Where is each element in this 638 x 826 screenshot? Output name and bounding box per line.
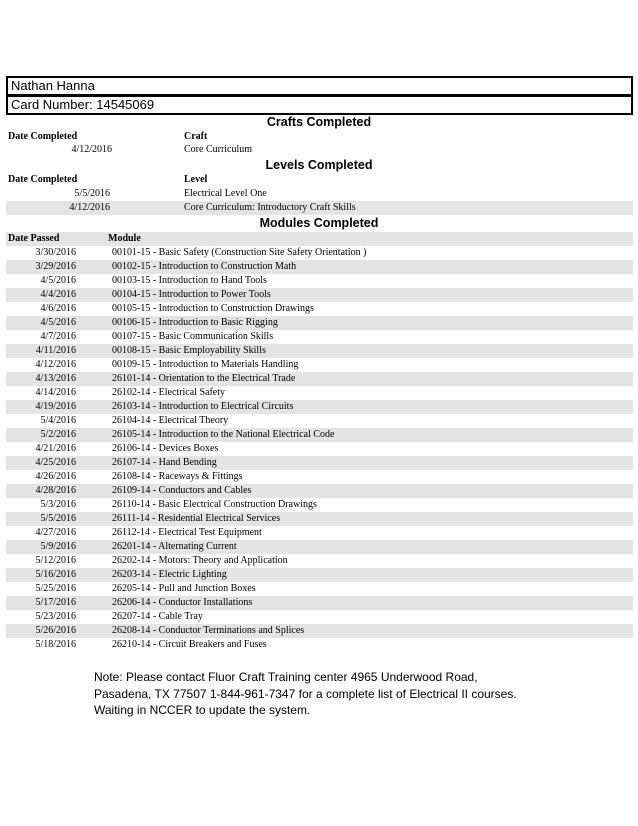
modules-row-date: 3/29/2016	[35, 261, 76, 272]
crafts-item-header: Craft	[184, 131, 208, 142]
modules-row	[6, 316, 633, 330]
modules-row-item: 26206-14 - Conductor Installations	[112, 597, 253, 608]
modules-row-item: 00107-15 - Basic Communication Skills	[112, 331, 274, 342]
modules-row-item: 00101-15 - Basic Safety (Construction Site Safety Orientation )	[112, 247, 367, 258]
student-name: Nathan Hanna	[11, 78, 95, 93]
modules-row-date: 4/21/2016	[35, 443, 76, 454]
modules-row	[6, 302, 633, 316]
crafts-row	[6, 143, 633, 157]
levels-row-date: 4/12/2016	[69, 202, 110, 213]
modules-row-date: 4/7/2016	[40, 331, 76, 342]
modules-row-date: 5/3/2016	[40, 499, 76, 510]
modules-row-date: 5/9/2016	[40, 541, 76, 552]
levels-row	[6, 187, 633, 201]
modules-row-item: 26208-14 - Conductor Terminations and Splices	[112, 625, 305, 636]
modules-row-item: 00109-15 - Introduction to Materials Handling	[112, 359, 299, 370]
modules-row-item: 26101-14 - Orientation to the Electrical Trade	[112, 373, 296, 384]
note-line-2: Pasadena, TX 77507 1-844-961-7347 for a complete list of Electrical II courses.	[94, 686, 517, 701]
modules-row	[6, 456, 633, 470]
modules-row-date: 4/19/2016	[35, 401, 76, 412]
modules-row	[6, 414, 633, 428]
modules-row-date: 4/5/2016	[40, 275, 76, 286]
modules-row-item: 26103-14 - Introduction to Electrical Circuits	[112, 401, 294, 412]
modules-row-date: 4/5/2016	[40, 317, 76, 328]
modules-row-date: 5/16/2016	[35, 569, 76, 580]
modules-row	[6, 624, 633, 638]
modules-row-date: 4/26/2016	[35, 471, 76, 482]
crafts-row-item: Core Curriculum	[184, 144, 253, 155]
modules-row-item: 00103-15 - Introduction to Hand Tools	[112, 275, 267, 286]
modules-row-item: 26110-14 - Basic Electrical Construction Drawings	[112, 499, 317, 510]
modules-row-date: 5/26/2016	[35, 625, 76, 636]
modules-row	[6, 358, 633, 372]
footer-note	[94, 669, 624, 719]
modules-row-item: 26102-14 - Electrical Safety	[112, 387, 226, 398]
modules-row-date: 4/11/2016	[35, 345, 76, 356]
modules-row-date: 3/30/2016	[35, 247, 76, 258]
modules-row-item: 26107-14 - Hand Bending	[112, 457, 217, 468]
modules-row	[6, 484, 633, 498]
modules-row-date: 5/12/2016	[35, 555, 76, 566]
levels-row-item: Core Curriculum: Introductory Craft Skills	[184, 202, 356, 213]
modules-row-item: 26202-14 - Motors: Theory and Application	[112, 555, 288, 566]
modules-row-date: 4/13/2016	[35, 373, 76, 384]
modules-row-date: 4/12/2016	[35, 359, 76, 370]
levels-row-date: 5/5/2016	[74, 188, 110, 199]
student-name-box	[6, 76, 633, 96]
modules-row	[6, 428, 633, 442]
modules-row-item: 26106-14 - Devices Boxes	[112, 443, 219, 454]
modules-row-item: 26111-14 - Residential Electrical Services	[112, 513, 281, 524]
modules-row-item: 26112-14 - Electrical Test Equipment	[112, 527, 262, 538]
modules-row	[6, 498, 633, 512]
modules-row-item: 26205-14 - Pull and Junction Boxes	[112, 583, 256, 594]
modules-row	[6, 330, 633, 344]
modules-row-item: 26104-14 - Electrical Theory	[112, 415, 229, 426]
modules-row-date: 5/18/2016	[35, 639, 76, 650]
modules-row-date: 5/5/2016	[40, 513, 76, 524]
modules-row	[6, 610, 633, 624]
modules-row	[6, 442, 633, 456]
modules-row-date: 4/6/2016	[40, 303, 76, 314]
modules-row-date: 4/25/2016	[35, 457, 76, 468]
modules-row	[6, 386, 633, 400]
modules-row-item: 26108-14 - Raceways & Fittings	[112, 471, 243, 482]
modules-row-item: 00105-15 - Introduction to Construction Drawings	[112, 303, 314, 314]
modules-row-item: 26201-14 - Alternating Current	[112, 541, 237, 552]
modules-row-date: 4/14/2016	[35, 387, 76, 398]
modules-row-date: 4/28/2016	[35, 485, 76, 496]
modules-row-item: 26203-14 - Electric Lighting	[112, 569, 227, 580]
modules-item-header: Module	[108, 233, 141, 244]
modules-row-date: 5/17/2016	[35, 597, 76, 608]
note-line-1: Note: Please contact Fluor Craft Training center 4965 Underwood Road,	[94, 670, 478, 684]
modules-row-date: 5/2/2016	[40, 429, 76, 440]
modules-row	[6, 554, 633, 568]
modules-row	[6, 274, 633, 288]
crafts-row-date: 4/12/2016	[71, 144, 112, 155]
modules-row-item: 00102-15 - Introduction to Construction Math	[112, 261, 297, 272]
modules-row-date: 5/4/2016	[40, 415, 76, 426]
modules-row-date: 4/4/2016	[40, 289, 76, 300]
modules-row-item: 26105-14 - Introduction to the National Electrical Code	[112, 429, 335, 440]
modules-row	[6, 568, 633, 582]
levels-date-header: Date Completed	[8, 174, 78, 185]
card-number-box	[6, 95, 633, 115]
levels-item-header: Level	[184, 174, 208, 185]
crafts-title: Crafts Completed	[266, 115, 372, 129]
modules-row	[6, 260, 633, 274]
card-number: Card Number: 14545069	[11, 97, 155, 112]
modules-row-item: 26207-14 - Cable Tray	[112, 611, 203, 622]
levels-row-item: Electrical Level One	[184, 188, 267, 199]
modules-row	[6, 372, 633, 386]
modules-row	[6, 582, 633, 596]
modules-row	[6, 288, 633, 302]
modules-row-date: 5/25/2016	[35, 583, 76, 594]
modules-row	[6, 512, 633, 526]
modules-row	[6, 400, 633, 414]
modules-row	[6, 470, 633, 484]
crafts-date-header: Date Completed	[8, 131, 78, 142]
modules-title: Modules Completed	[259, 216, 379, 230]
modules-row-item: 00104-15 - Introduction to Power Tools	[112, 289, 271, 300]
modules-row-item: 26109-14 - Conductors and Cables	[112, 485, 252, 496]
modules-date-header: Date Passed	[8, 233, 60, 244]
note-line-3: Waiting in NCCER to update the system.	[94, 703, 311, 717]
modules-row	[6, 246, 633, 260]
modules-header-row	[6, 232, 633, 246]
modules-row	[6, 596, 633, 610]
modules-row-date: 5/23/2016	[35, 611, 76, 622]
modules-row	[6, 638, 633, 652]
modules-row-item: 00108-15 - Basic Employability Skills	[112, 345, 266, 356]
modules-row	[6, 344, 633, 358]
levels-row	[6, 201, 633, 215]
modules-row-item: 26210-14 - Circuit Breakers and Fuses	[112, 639, 267, 650]
modules-row	[6, 526, 633, 540]
modules-row	[6, 540, 633, 554]
levels-title: Levels Completed	[265, 158, 373, 172]
modules-row-date: 4/27/2016	[35, 527, 76, 538]
modules-row-item: 00106-15 - Introduction to Basic Rigging	[112, 317, 278, 328]
